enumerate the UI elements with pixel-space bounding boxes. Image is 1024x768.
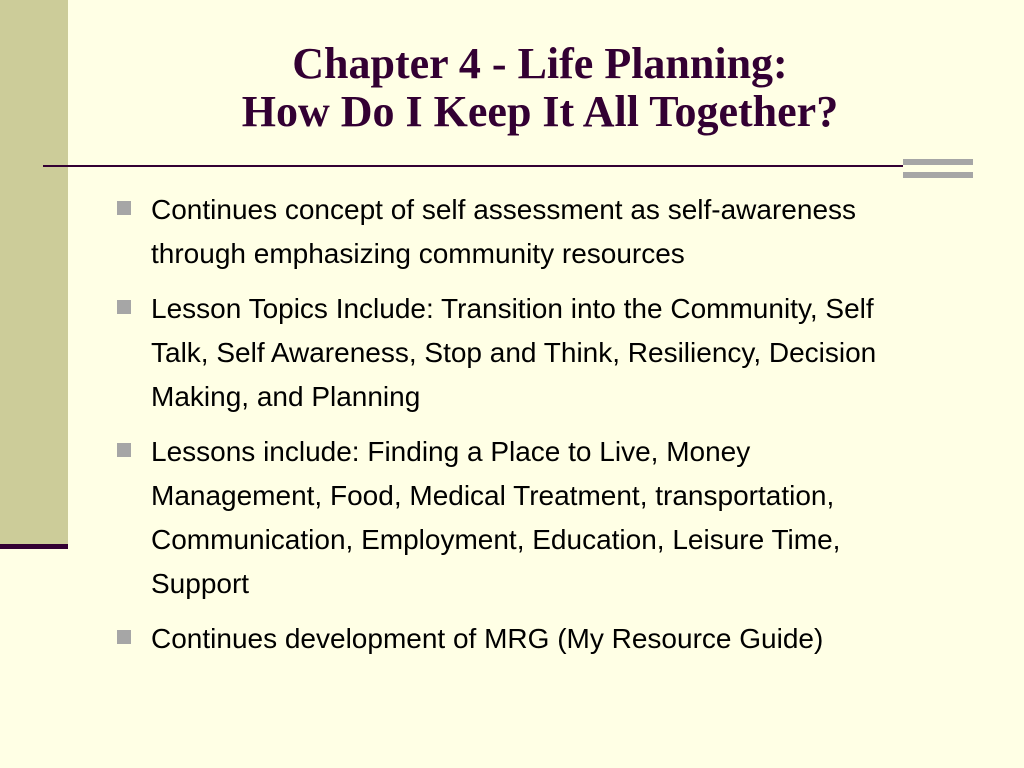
side-band — [0, 0, 68, 545]
bullet-text: Lesson Topics Include: Transition into the Community, Self Talk, Self Awareness, Stop and Think, Resiliency, Decision Making, and Planning — [151, 293, 877, 412]
bullet-text: Lessons include: Finding a Place to Live, Money Management, Food, Medical Treatment, transportation, Communication, Employment, Education, Leisure Time, Support — [151, 436, 841, 599]
title-divider — [43, 165, 903, 167]
bullet-item — [115, 617, 905, 661]
bullet-list — [115, 188, 905, 672]
square-bullet-icon — [117, 201, 131, 215]
divider-accent-top — [903, 159, 973, 165]
title-line-2: How Do I Keep It All Together? — [241, 87, 839, 136]
divider-accent-bottom — [903, 172, 973, 178]
slide-title — [90, 40, 990, 136]
bullet-text: Continues concept of self assessment as self-awareness through emphasizing community resources — [151, 194, 857, 269]
bullet-item — [115, 430, 905, 606]
square-bullet-icon — [117, 300, 131, 314]
bullet-item — [115, 188, 905, 276]
square-bullet-icon — [117, 630, 131, 644]
bullet-text: Continues development of MRG (My Resource Guide) — [151, 623, 824, 654]
square-bullet-icon — [117, 443, 131, 457]
bullet-item — [115, 287, 905, 419]
title-line-1: Chapter 4 - Life Planning: — [292, 39, 788, 88]
side-accent-bar — [0, 544, 68, 549]
